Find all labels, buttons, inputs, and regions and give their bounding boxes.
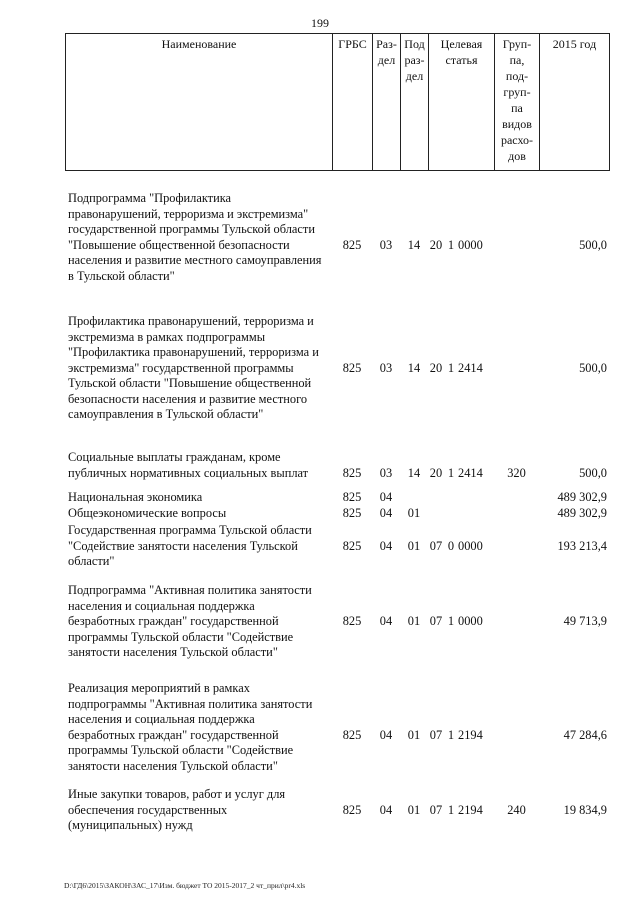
row-cel-statya-direction: 0000 xyxy=(458,614,483,628)
row-cel-statya-program: 07 xyxy=(429,538,443,553)
table-row xyxy=(65,191,610,284)
row-razdel: 04 xyxy=(379,490,393,504)
row-grbs: 825 xyxy=(342,490,362,504)
header-podrazdel xyxy=(400,33,428,171)
row-cel-statya-direction: 2414 xyxy=(458,465,483,480)
row-grbs: 825 xyxy=(342,727,362,742)
row-sum-2015: 47 284,6 xyxy=(563,727,607,742)
row-name xyxy=(68,191,330,284)
table-row xyxy=(65,506,610,522)
row-name-line: занятости населения Тульской области" xyxy=(68,645,278,659)
table-row xyxy=(65,450,610,481)
row-name xyxy=(68,490,330,506)
row-razdel: 04 xyxy=(379,506,393,520)
row-name-line: обеспечения государственных xyxy=(68,802,228,817)
row-sum-2015: 49 713,9 xyxy=(563,614,607,628)
header-gruppa xyxy=(494,33,539,171)
row-name-line: Подпрограмма "Профилактика xyxy=(68,191,232,205)
row-name-line: безопасности населения и развитие местного xyxy=(68,391,308,406)
row-name-line: экстремизма" государственной программы xyxy=(68,360,294,375)
header-razdel xyxy=(372,33,400,171)
row-cel-statya-program: 20 xyxy=(429,360,443,375)
row-cel-statya-program: 20 xyxy=(429,465,443,480)
header-podrazdel-line: раз- xyxy=(404,53,425,67)
row-grbs: 825 xyxy=(342,506,362,520)
row-cel-statya-subprogram: 0 xyxy=(447,538,455,553)
header-cel-statya xyxy=(428,33,494,171)
row-name-line: занятости населения Тульской области" xyxy=(68,758,278,773)
row-name-line: в Тульской области" xyxy=(68,268,175,283)
row-name-line: населения и развитие местного самоуправления xyxy=(68,253,322,267)
row-grbs: 825 xyxy=(342,802,362,817)
row-name-line: правонарушений, терроризма и экстремизма" xyxy=(68,206,309,221)
header-gruppa-line: па xyxy=(511,101,523,115)
row-cel-statya-direction: 2414 xyxy=(458,360,483,375)
row-podrazdel: 01 xyxy=(407,538,421,553)
row-name-line: Национальная экономика xyxy=(68,490,203,504)
row-name-line: экстремизма в рамках подпрограммы xyxy=(68,329,266,344)
header-year xyxy=(539,33,610,171)
row-name-line: населения и социальная поддержка xyxy=(68,712,255,726)
row-razdel: 03 xyxy=(379,465,393,480)
row-podrazdel: 14 xyxy=(407,360,421,375)
header-podrazdel-line: Под xyxy=(404,37,425,51)
row-name xyxy=(68,450,330,481)
header-cel-statya-line: статья xyxy=(445,53,478,67)
row-vid-rashodov: 320 xyxy=(507,465,526,480)
footer-file-path: D:\ГД6\2015\ЗАКОН\ЗАС_17\Изм. бюджет ТО 2015-2017_2 чт_прил\pr4.xls xyxy=(64,881,306,890)
row-grbs: 825 xyxy=(342,465,362,480)
row-cel-statya-direction: 0000 xyxy=(458,538,483,553)
row-name-line: "Повышение общественной безопасности xyxy=(68,237,290,252)
row-name-line: "Профилактика правонарушений, терроризма и xyxy=(68,345,319,359)
row-razdel: 04 xyxy=(379,802,393,817)
table-row xyxy=(65,787,610,834)
row-name-line: Тульской области "Повышение общественной xyxy=(68,376,312,390)
row-name-line: Подпрограмма "Активная политика занятости xyxy=(68,583,312,597)
header-razdel-line: дел xyxy=(377,53,396,67)
row-name-line: подпрограммы "Активная политика занятости xyxy=(68,696,313,711)
header-name xyxy=(65,33,332,171)
header-razdel-line: Раз- xyxy=(376,37,397,51)
table-row xyxy=(65,681,610,774)
row-grbs: 825 xyxy=(342,538,362,553)
row-name-line: Социальные выплаты гражданам, кроме xyxy=(68,450,281,464)
row-name-line: программы Тульской области "Содействие xyxy=(68,629,294,644)
row-cel-statya-direction: 2194 xyxy=(458,727,483,742)
row-name xyxy=(68,523,330,570)
row-cel-statya-program: 07 xyxy=(429,802,443,817)
row-cel-statya-subprogram: 1 xyxy=(447,465,455,480)
row-sum-2015: 500,0 xyxy=(579,465,607,480)
header-year-text: 2015 год xyxy=(552,37,597,51)
row-cel-statya-subprogram: 1 xyxy=(447,360,455,375)
row-name xyxy=(68,583,330,661)
header-gruppa-line: груп- xyxy=(503,85,531,99)
row-name-line: самоуправления в Тульской области" xyxy=(68,407,264,421)
row-cel-statya-subprogram: 1 xyxy=(447,237,455,252)
row-name xyxy=(68,681,330,774)
row-cel-statya-direction: 2194 xyxy=(458,802,483,817)
row-cel-statya-program: 07 xyxy=(429,614,443,628)
row-podrazdel: 14 xyxy=(407,237,421,252)
row-cel-statya-subprogram: 1 xyxy=(447,614,455,628)
row-name-line: населения и социальная поддержка xyxy=(68,598,255,613)
row-podrazdel: 14 xyxy=(407,465,421,480)
row-grbs: 825 xyxy=(342,360,362,375)
row-name-line: Реализация мероприятий в рамках xyxy=(68,681,250,695)
table-row xyxy=(65,314,610,423)
row-podrazdel: 01 xyxy=(407,802,421,817)
row-grbs: 825 xyxy=(342,237,362,252)
row-name-line: безработных граждан" государственной xyxy=(68,614,279,628)
row-name-line: программы Тульской области "Содействие xyxy=(68,743,294,757)
row-name xyxy=(68,314,330,423)
header-name-text: Наименование xyxy=(161,37,237,51)
row-name-line: государственной программы Тульской области xyxy=(68,222,315,236)
row-podrazdel: 01 xyxy=(407,727,421,742)
row-razdel: 03 xyxy=(379,360,393,375)
header-gruppa-line: расхо- xyxy=(500,133,534,147)
row-name-line: публичных нормативных социальных выплат xyxy=(68,465,309,480)
header-cel-statya-line: Целевая xyxy=(440,37,483,51)
row-podrazdel: 01 xyxy=(407,614,421,628)
row-vid-rashodov: 240 xyxy=(507,802,526,817)
row-cel-statya-subprogram: 1 xyxy=(447,802,455,817)
row-sum-2015: 19 834,9 xyxy=(563,802,607,817)
row-name-line: Общеэкономические вопросы xyxy=(68,506,227,520)
row-sum-2015: 489 302,9 xyxy=(557,506,607,520)
row-grbs: 825 xyxy=(342,614,362,628)
row-sum-2015: 500,0 xyxy=(579,237,607,252)
header-gruppa-line: па, xyxy=(509,53,525,67)
row-razdel: 04 xyxy=(379,727,393,742)
row-cel-statya-direction: 0000 xyxy=(458,237,483,252)
row-cel-statya-subprogram: 1 xyxy=(447,727,455,742)
header-gruppa-line: дов xyxy=(508,149,526,163)
row-name-line: области" xyxy=(68,554,115,568)
row-sum-2015: 500,0 xyxy=(579,360,607,375)
row-name xyxy=(68,506,330,522)
page-number: 199 xyxy=(311,16,329,30)
row-name-line: (муниципальных) нужд xyxy=(68,818,193,832)
header-gruppa-line: видов xyxy=(502,117,532,131)
row-name-line: Профилактика правонарушений, терроризма и xyxy=(68,314,314,328)
header-gruppa-line: под- xyxy=(505,69,529,83)
row-name-line: "Содействие занятости населения Тульской xyxy=(68,538,298,553)
header-grbs-text: ГРБС xyxy=(338,37,367,51)
row-name-line: Иные закупки товаров, работ и услуг для xyxy=(68,787,286,801)
row-razdel: 03 xyxy=(379,237,393,252)
row-name-line: безработных граждан" государственной xyxy=(68,727,279,742)
row-sum-2015: 193 213,4 xyxy=(557,538,607,553)
row-podrazdel: 01 xyxy=(407,506,421,520)
table-header xyxy=(65,33,610,171)
row-name-line: Государственная программа Тульской области xyxy=(68,523,312,537)
header-podrazdel-line: дел xyxy=(405,69,424,83)
row-razdel: 04 xyxy=(379,538,393,553)
row-sum-2015: 489 302,9 xyxy=(557,490,607,504)
table-row xyxy=(65,490,610,506)
header-gruppa-line: Груп- xyxy=(502,37,532,51)
row-cel-statya-program: 20 xyxy=(429,237,443,252)
row-name xyxy=(68,787,330,834)
table-row xyxy=(65,583,610,661)
table-row xyxy=(65,523,610,570)
header-grbs xyxy=(332,33,372,171)
row-razdel: 04 xyxy=(379,614,393,628)
row-cel-statya-program: 07 xyxy=(429,727,443,742)
